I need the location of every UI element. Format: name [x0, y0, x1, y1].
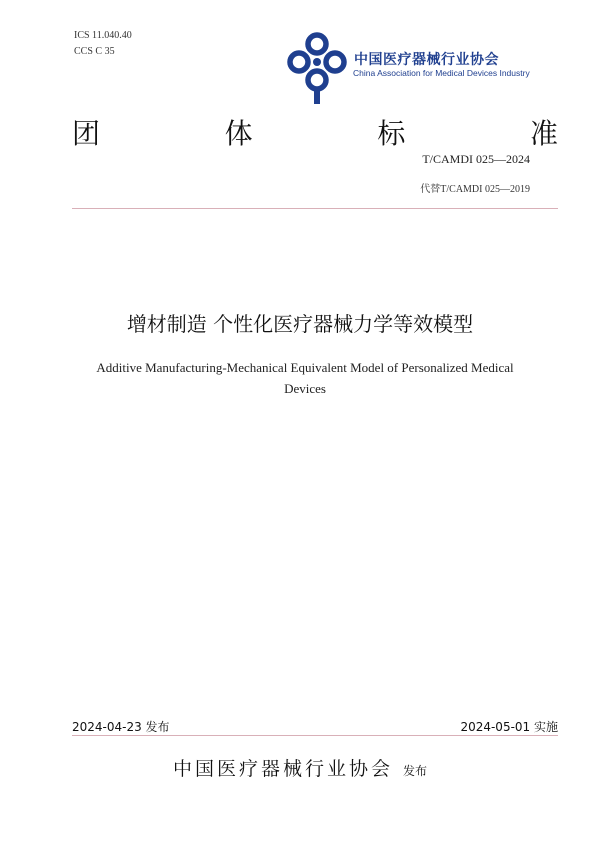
ics-code: ICS 11.040.40	[74, 30, 132, 41]
date-row	[72, 718, 558, 735]
document-title-en: Additive Manufacturing-Mechanical Equivalent Model of Personalized Medical Devices	[96, 360, 514, 396]
organization-name-cn: 中国医疗器械行业协会	[354, 52, 499, 68]
header-divider	[72, 208, 558, 209]
standard-type-char: 标	[377, 117, 406, 150]
ccs-code: CCS C 35	[74, 46, 115, 57]
classification-codes	[74, 28, 132, 60]
footer-divider	[72, 735, 558, 736]
standard-type-char: 准	[529, 117, 558, 150]
standard-type-char: 体	[224, 117, 253, 150]
implementation-date: 2024-05-01 实施	[460, 720, 558, 734]
standard-type-heading	[72, 112, 558, 152]
standard-number: T/CAMDI 025—2024	[422, 152, 530, 166]
publisher-word: 发布	[403, 764, 428, 778]
publisher-line	[0, 754, 600, 781]
camdi-logo-icon	[282, 30, 352, 106]
issue-date: 2024-04-23 发布	[72, 720, 170, 734]
replaces-standard: 代替T/CAMDI 025—2019	[420, 184, 530, 195]
standard-type-char: 团	[72, 117, 101, 150]
document-title-cn: 增材制造 个性化医疗器械力学等效模型	[126, 312, 474, 336]
organization-name-en: China Association for Medical Devices Industry	[353, 68, 530, 78]
publisher-organization: 中国医疗器械行业协会	[172, 758, 393, 780]
